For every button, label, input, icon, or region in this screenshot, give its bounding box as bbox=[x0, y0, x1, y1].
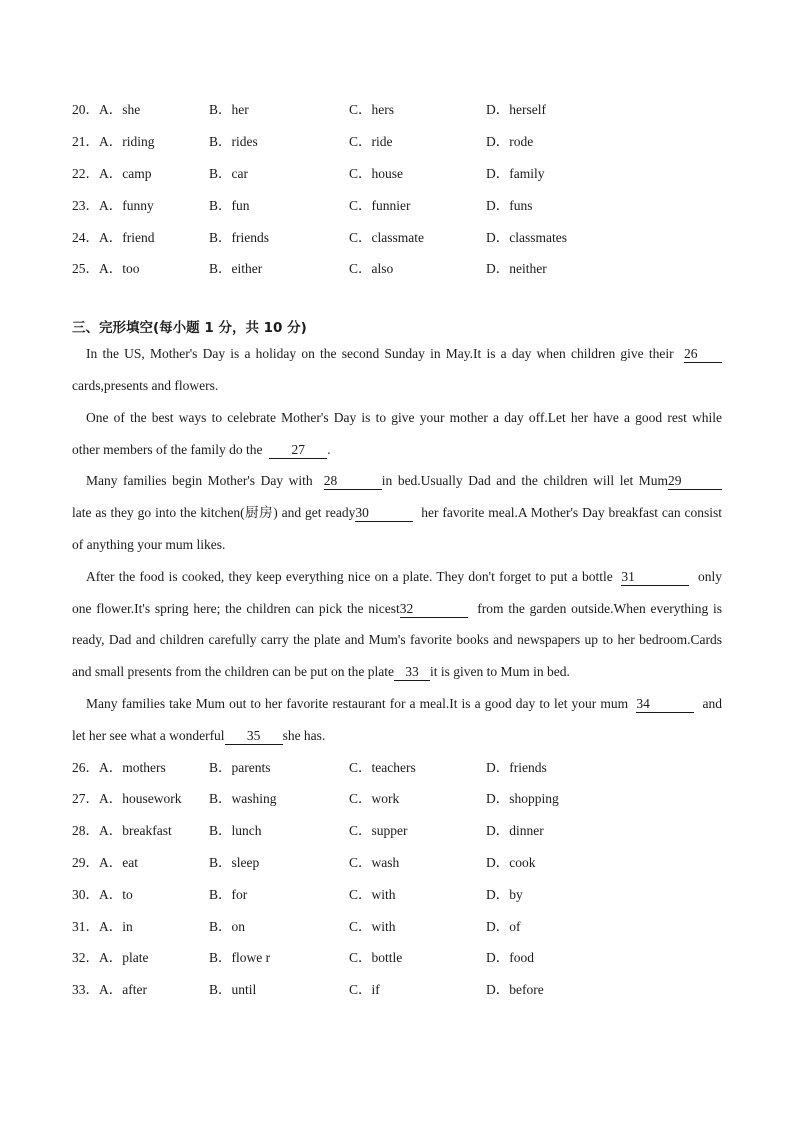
option-a: 28．A．breakfast bbox=[72, 823, 172, 838]
option-b: B．car bbox=[209, 166, 248, 181]
blank-30: 30 bbox=[355, 505, 413, 522]
option-a: 20．A．she bbox=[72, 102, 141, 117]
passage-line: ready, Dad and children carefully carry the plate and Mum's favorite books and newspapers up to her bedroom.Cards bbox=[72, 632, 722, 647]
option-c: C．with bbox=[349, 919, 396, 934]
passage-line: other members of the family do the 27 . bbox=[72, 442, 331, 457]
passage-line: one flower.It's spring here; the children can pick the nicest32 from the garden outside.When everything is bbox=[72, 601, 723, 616]
blank-27: 27 bbox=[269, 442, 327, 459]
option-b: B．rides bbox=[209, 134, 258, 149]
option-a: 29．A．eat bbox=[72, 855, 138, 870]
passage-line: and small presents from the children can be put on the plate 33 it is given to Mum in bed. bbox=[72, 664, 570, 679]
question-row bbox=[72, 228, 732, 248]
option-d: D．rode bbox=[486, 134, 534, 149]
option-d: D．of bbox=[486, 919, 521, 934]
question-row bbox=[72, 259, 732, 279]
option-b: B．flowe r bbox=[209, 950, 271, 965]
option-c: C．supper bbox=[349, 823, 408, 838]
passage-line: In the US, Mother's Day is a holiday on the second Sunday in May.It is a day when children give their 26 bbox=[86, 344, 722, 364]
option-c: C．ride bbox=[349, 134, 393, 149]
blank-34: 34 bbox=[636, 696, 694, 713]
option-b: B．sleep bbox=[209, 855, 260, 870]
option-d: D．neither bbox=[486, 261, 547, 276]
option-a: 30．A．to bbox=[72, 887, 133, 902]
option-a: 22．A．camp bbox=[72, 166, 152, 181]
option-c: C．classmate bbox=[349, 230, 424, 245]
option-a: 25．A．too bbox=[72, 261, 140, 276]
option-c: C．also bbox=[349, 261, 394, 276]
question-row bbox=[72, 789, 732, 809]
passage-line: After the food is cooked, they keep everything nice on a plate. They don't forget to put a bottle 31 only bbox=[86, 569, 723, 584]
option-c: C．hers bbox=[349, 102, 394, 117]
option-d: D．shopping bbox=[486, 791, 559, 806]
option-a: 23．A．funny bbox=[72, 198, 154, 213]
blank-35: 35 bbox=[225, 728, 283, 745]
option-b: B．friends bbox=[209, 230, 269, 245]
question-row bbox=[72, 132, 732, 152]
option-d: D．classmates bbox=[486, 230, 567, 245]
option-a: 32．A．plate bbox=[72, 950, 149, 965]
option-a: 31．A．in bbox=[72, 919, 133, 934]
option-d: D．dinner bbox=[486, 823, 544, 838]
passage-line: Many families begin Mother's Day with 28 in bed.Usually Dad and the children will let Mum29 bbox=[86, 471, 722, 491]
option-c: C．wash bbox=[349, 855, 400, 870]
option-d: D．funs bbox=[486, 198, 533, 213]
option-b: B．parents bbox=[209, 760, 271, 775]
question-row bbox=[72, 821, 732, 841]
option-d: D．by bbox=[486, 887, 523, 902]
option-c: C．house bbox=[349, 166, 403, 181]
option-c: C．bottle bbox=[349, 950, 403, 965]
option-c: C．if bbox=[349, 982, 380, 997]
blank-29: 29 bbox=[668, 473, 722, 490]
option-c: C．work bbox=[349, 791, 400, 806]
option-c: C．teachers bbox=[349, 760, 416, 775]
question-row bbox=[72, 758, 732, 778]
option-b: B．washing bbox=[209, 791, 277, 806]
option-d: D．family bbox=[486, 166, 545, 181]
option-b: B．fun bbox=[209, 198, 250, 213]
option-d: D．friends bbox=[486, 760, 547, 775]
section-title: 三、完形填空(每小题 1 分，共 10 分) bbox=[72, 320, 307, 336]
option-a: 24．A．friend bbox=[72, 230, 155, 245]
passage-line: of anything your mum likes. bbox=[72, 537, 226, 552]
blank-28: 28 bbox=[324, 473, 382, 490]
option-a: 33．A．after bbox=[72, 982, 147, 997]
option-d: D．before bbox=[486, 982, 544, 997]
option-a: 21．A．riding bbox=[72, 134, 155, 149]
question-row bbox=[72, 853, 732, 873]
option-c: C．funnier bbox=[349, 198, 411, 213]
passage-line: late as they go into the kitchen(厨房) and get ready30 her favorite meal.A Mother's Day breakfast can consist bbox=[72, 505, 722, 520]
option-d: D．herself bbox=[486, 102, 546, 117]
option-c: C．with bbox=[349, 887, 396, 902]
question-row bbox=[72, 196, 732, 216]
blank-26: 26 bbox=[684, 346, 722, 363]
option-a: 27．A．housework bbox=[72, 791, 182, 806]
passage-line: cards,presents and flowers. bbox=[72, 378, 219, 393]
passage-line: let her see what a wonderful 35 she has. bbox=[72, 728, 326, 743]
option-b: B．lunch bbox=[209, 823, 262, 838]
question-row bbox=[72, 917, 732, 937]
passage-line: Many families take Mum out to her favorite restaurant for a meal.It is a good day to let your mum 34 and bbox=[86, 696, 723, 711]
question-row bbox=[72, 885, 732, 905]
option-a: 26．A．mothers bbox=[72, 760, 166, 775]
option-b: B．on bbox=[209, 919, 246, 934]
question-row bbox=[72, 164, 732, 184]
option-d: D．food bbox=[486, 950, 534, 965]
blank-31: 31 bbox=[621, 569, 689, 586]
option-b: B．either bbox=[209, 261, 263, 276]
question-row bbox=[72, 980, 732, 1000]
blank-33: 33 bbox=[394, 664, 430, 681]
option-b: B．her bbox=[209, 102, 249, 117]
question-row bbox=[72, 100, 732, 120]
question-row bbox=[72, 948, 732, 968]
passage-line: One of the best ways to celebrate Mother's Day is to give your mother a day off.Let her have a good rest while bbox=[86, 410, 722, 425]
blank-32: 32 bbox=[400, 601, 468, 618]
option-b: B．until bbox=[209, 982, 257, 997]
option-b: B．for bbox=[209, 887, 248, 902]
option-d: D．cook bbox=[486, 855, 536, 870]
